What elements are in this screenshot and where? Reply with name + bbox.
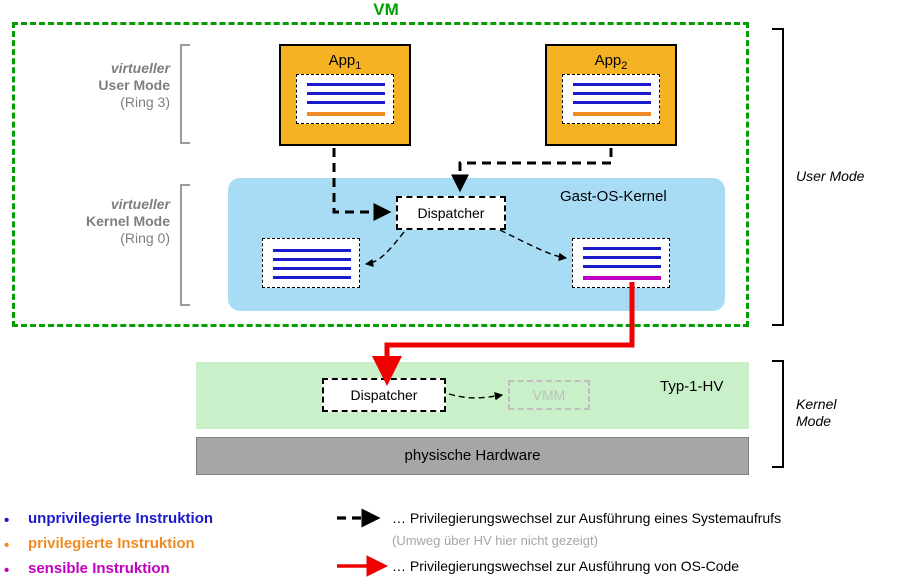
bracket-virtual-kernel-mode [180, 184, 190, 306]
app1-code-block [296, 74, 394, 124]
code-line-privileged [573, 112, 651, 116]
physical-hardware-box: physische Hardware [196, 437, 749, 475]
app1-name: App [328, 52, 356, 69]
legend-text-syscall: … Privilegierungswechsel zur Ausführung eines Systemaufrufs [392, 510, 782, 526]
label-user-mode-line1: User Mode [796, 168, 865, 184]
label-user-mode [796, 168, 906, 185]
label-kernel-mode-line1: Kernel [796, 396, 837, 412]
app2-subscript: 2 [621, 60, 628, 72]
legend-label-unprivileged: unprivilegierte Instruktion [28, 510, 214, 527]
bracket-user-mode [772, 28, 784, 326]
code-line-unprivileged [307, 92, 385, 95]
hypervisor-dispatcher-box[interactable]: Dispatcher [322, 378, 446, 412]
code-line-unprivileged [273, 258, 351, 261]
vm-label: VM [320, 0, 452, 20]
code-line-unprivileged [273, 276, 351, 279]
app2-title [547, 51, 675, 71]
vmm-box: VMM [508, 380, 590, 410]
label-kernel-mode-line2: Mode [796, 413, 832, 429]
code-line-unprivileged [573, 83, 651, 86]
app2-code-block [562, 74, 660, 124]
label-virtual-user-mode [50, 60, 170, 111]
legend-bullet-unprivileged: • [4, 512, 10, 529]
legend-bullet-privileged: • [4, 537, 10, 554]
app1-title [281, 51, 409, 71]
code-line-unprivileged [583, 265, 661, 268]
label-virtual-user-mode-line2: User Mode [98, 77, 170, 93]
legend-label-sensible: sensible Instruktion [28, 560, 170, 577]
code-line-unprivileged [307, 101, 385, 104]
kernel-code-block-left [262, 238, 360, 288]
legend-text-oscode: … Privilegierungswechsel zur Ausführung von OS-Code [392, 558, 740, 574]
code-line-unprivileged [307, 83, 385, 86]
legend-bullet-sensible: • [4, 562, 10, 579]
label-virtual-user-mode-line3: (Ring 3) [120, 94, 170, 110]
legend-note-syscall: (Umweg über HV hier nicht gezeigt) [392, 533, 598, 548]
legend-label-privileged: privilegierte Instruktion [28, 535, 195, 552]
label-virtual-kernel-mode-line3: (Ring 0) [120, 230, 170, 246]
app1-subscript: 1 [355, 60, 362, 72]
guest-os-kernel-label: Gast-OS-Kernel [560, 188, 667, 205]
label-virtual-kernel-mode-line2: Kernel Mode [85, 213, 170, 229]
code-line-sensible [583, 276, 661, 280]
code-line-unprivileged [583, 247, 661, 250]
bracket-virtual-user-mode [180, 44, 190, 144]
guest-dispatcher-box[interactable]: Dispatcher [396, 196, 506, 230]
code-line-unprivileged [573, 92, 651, 95]
bracket-kernel-mode [772, 360, 784, 468]
code-line-unprivileged [583, 256, 661, 259]
label-virtual-kernel-mode [50, 196, 170, 247]
hypervisor-box [196, 362, 749, 429]
hypervisor-label: Typ-1-HV [660, 378, 724, 395]
legend [0, 500, 913, 588]
code-line-unprivileged [273, 267, 351, 270]
app2-name: App [594, 52, 622, 69]
kernel-code-block-right [572, 238, 670, 288]
code-line-privileged [307, 112, 385, 116]
label-virtual-kernel-mode-line1: virtueller [110, 196, 170, 212]
label-kernel-mode [796, 396, 906, 430]
code-line-unprivileged [273, 249, 351, 252]
label-virtual-user-mode-line1: virtueller [110, 60, 170, 76]
code-line-unprivileged [573, 101, 651, 104]
